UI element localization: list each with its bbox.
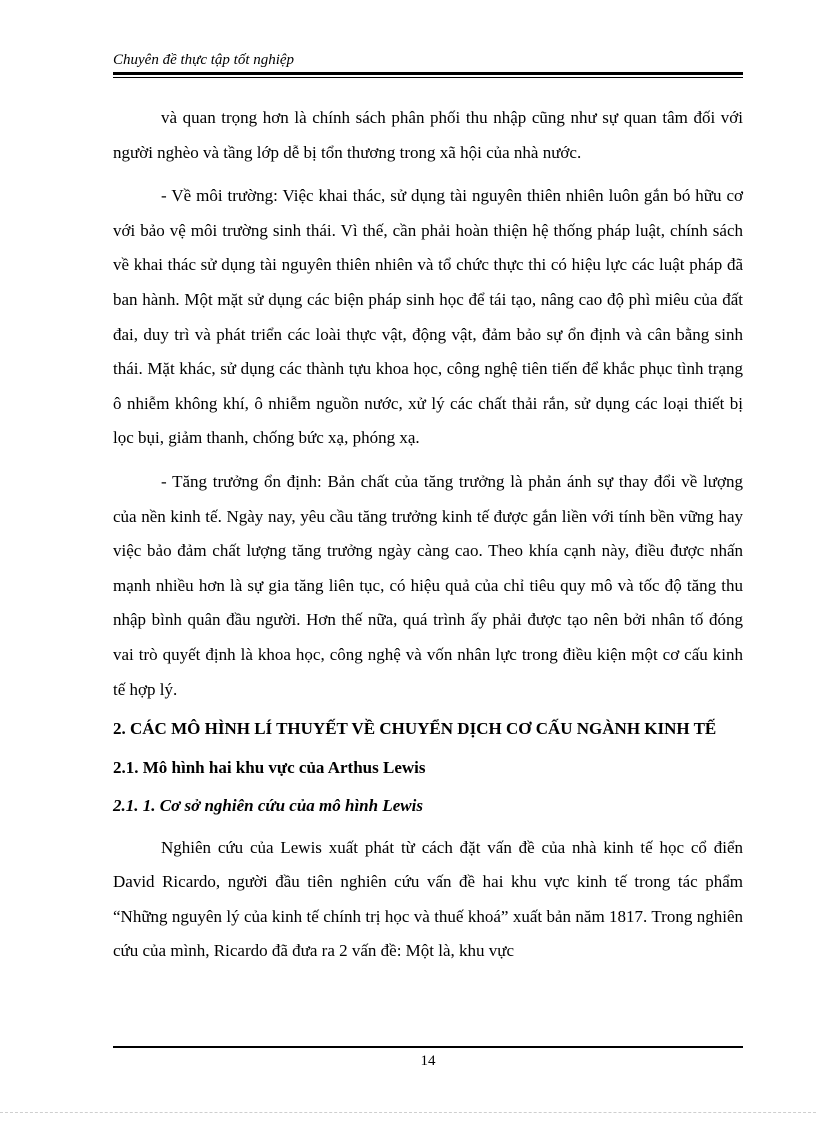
paragraph-continuation: và quan trọng hơn là chính sách phân phối thu nhập cũng như sự quan tâm đối với người nghèo và tầng lớp dễ bị tổn thương trong xã hội của nhà nước. bbox=[113, 108, 743, 162]
section-heading-2-1-1: 2.1. 1. Cơ sở nghiên cứu của mô hình Lewis bbox=[113, 795, 423, 815]
footer-rule bbox=[113, 1046, 743, 1048]
header-rule bbox=[113, 72, 743, 75]
page-header-title: Chuyên đề thực tập tốt nghiệp bbox=[113, 52, 295, 68]
section-heading-2-1: 2.1. Mô hình hai khu vực của Arthus Lewis bbox=[113, 757, 426, 777]
section-heading-2: 2. CÁC MÔ HÌNH LÍ THUYẾT VỀ CHUYỂN DỊCH CƠ CẤU NGÀNH KINH TẾ bbox=[113, 719, 717, 739]
paragraph-environment: - Về môi trường: Việc khai thác, sử dụng tài nguyên thiên nhiên luôn gắn bó hữu cơ với bảo vệ môi trường sinh thái. Vì thế, cần phải hoàn thiện hệ thống pháp luật, chính sách về khai thác sử dụng tài nguyên thiên nhiên và tổ chức thực thi có hiệu lực các luật pháp đã ban hành. Một mặt sử dụng các biện pháp sinh học để tái tạo, nâng cao độ phì miêu của đất đai, duy trì và phát triển các loài thực vật, động vật, đảm bảo sự ổn định và cân bằng sinh thái. Mặt khác, sử dụng các thành tựu khoa học, công nghệ tiên tiến để khắc phục tình trạng ô nhiễm không khí, ô nhiễm nguồn nước, xử lý các chất thải rắn, sử dụng các loại thiết bị lọc bụi, giảm thanh, chống bức xạ, phóng xạ. bbox=[113, 186, 743, 448]
page-edge-divider bbox=[0, 1112, 816, 1113]
paragraph-lewis-basis: Nghiên cứu của Lewis xuất phát từ cách đặt vấn đề của nhà kinh tế học cổ điển David Ricardo, người đầu tiên nghiên cứu vấn đề hai khu vực kinh tế trong tác phẩm “Những nguyên lý của kinh tế chính trị học và thuế khoá” xuất bản năm 1817. Trong nghiên cứu của mình, Ricardo đã đưa ra 2 vấn đề: Một là, khu vực bbox=[113, 837, 743, 961]
page-body bbox=[113, 101, 743, 969]
page-number: 14 bbox=[420, 1053, 436, 1069]
paragraph-stable-growth: - Tăng trưởng ổn định: Bản chất của tăng trưởng là phản ánh sự thay đổi về lượng của nền kinh tế. Ngày nay, yêu cầu tăng trưởng kinh tế được gắn liền với tính bền vững hay việc bảo đảm chất lượng tăng trưởng ngày càng cao. Theo khía cạnh này, điều được nhấn mạnh nhiều hơn là sự gia tăng liên tục, có hiệu quả của chỉ tiêu quy mô và tốc độ tăng thu nhập bình quân đầu người. Hơn thế nữa, quá trình ấy phải được tạo nên bởi nhân tố đóng vai trò quyết định là khoa học, công nghệ và vốn nhân lực trong điều kiện một cơ cấu kinh tế hợp lý. bbox=[113, 471, 743, 699]
header-rule-thin bbox=[113, 77, 743, 78]
